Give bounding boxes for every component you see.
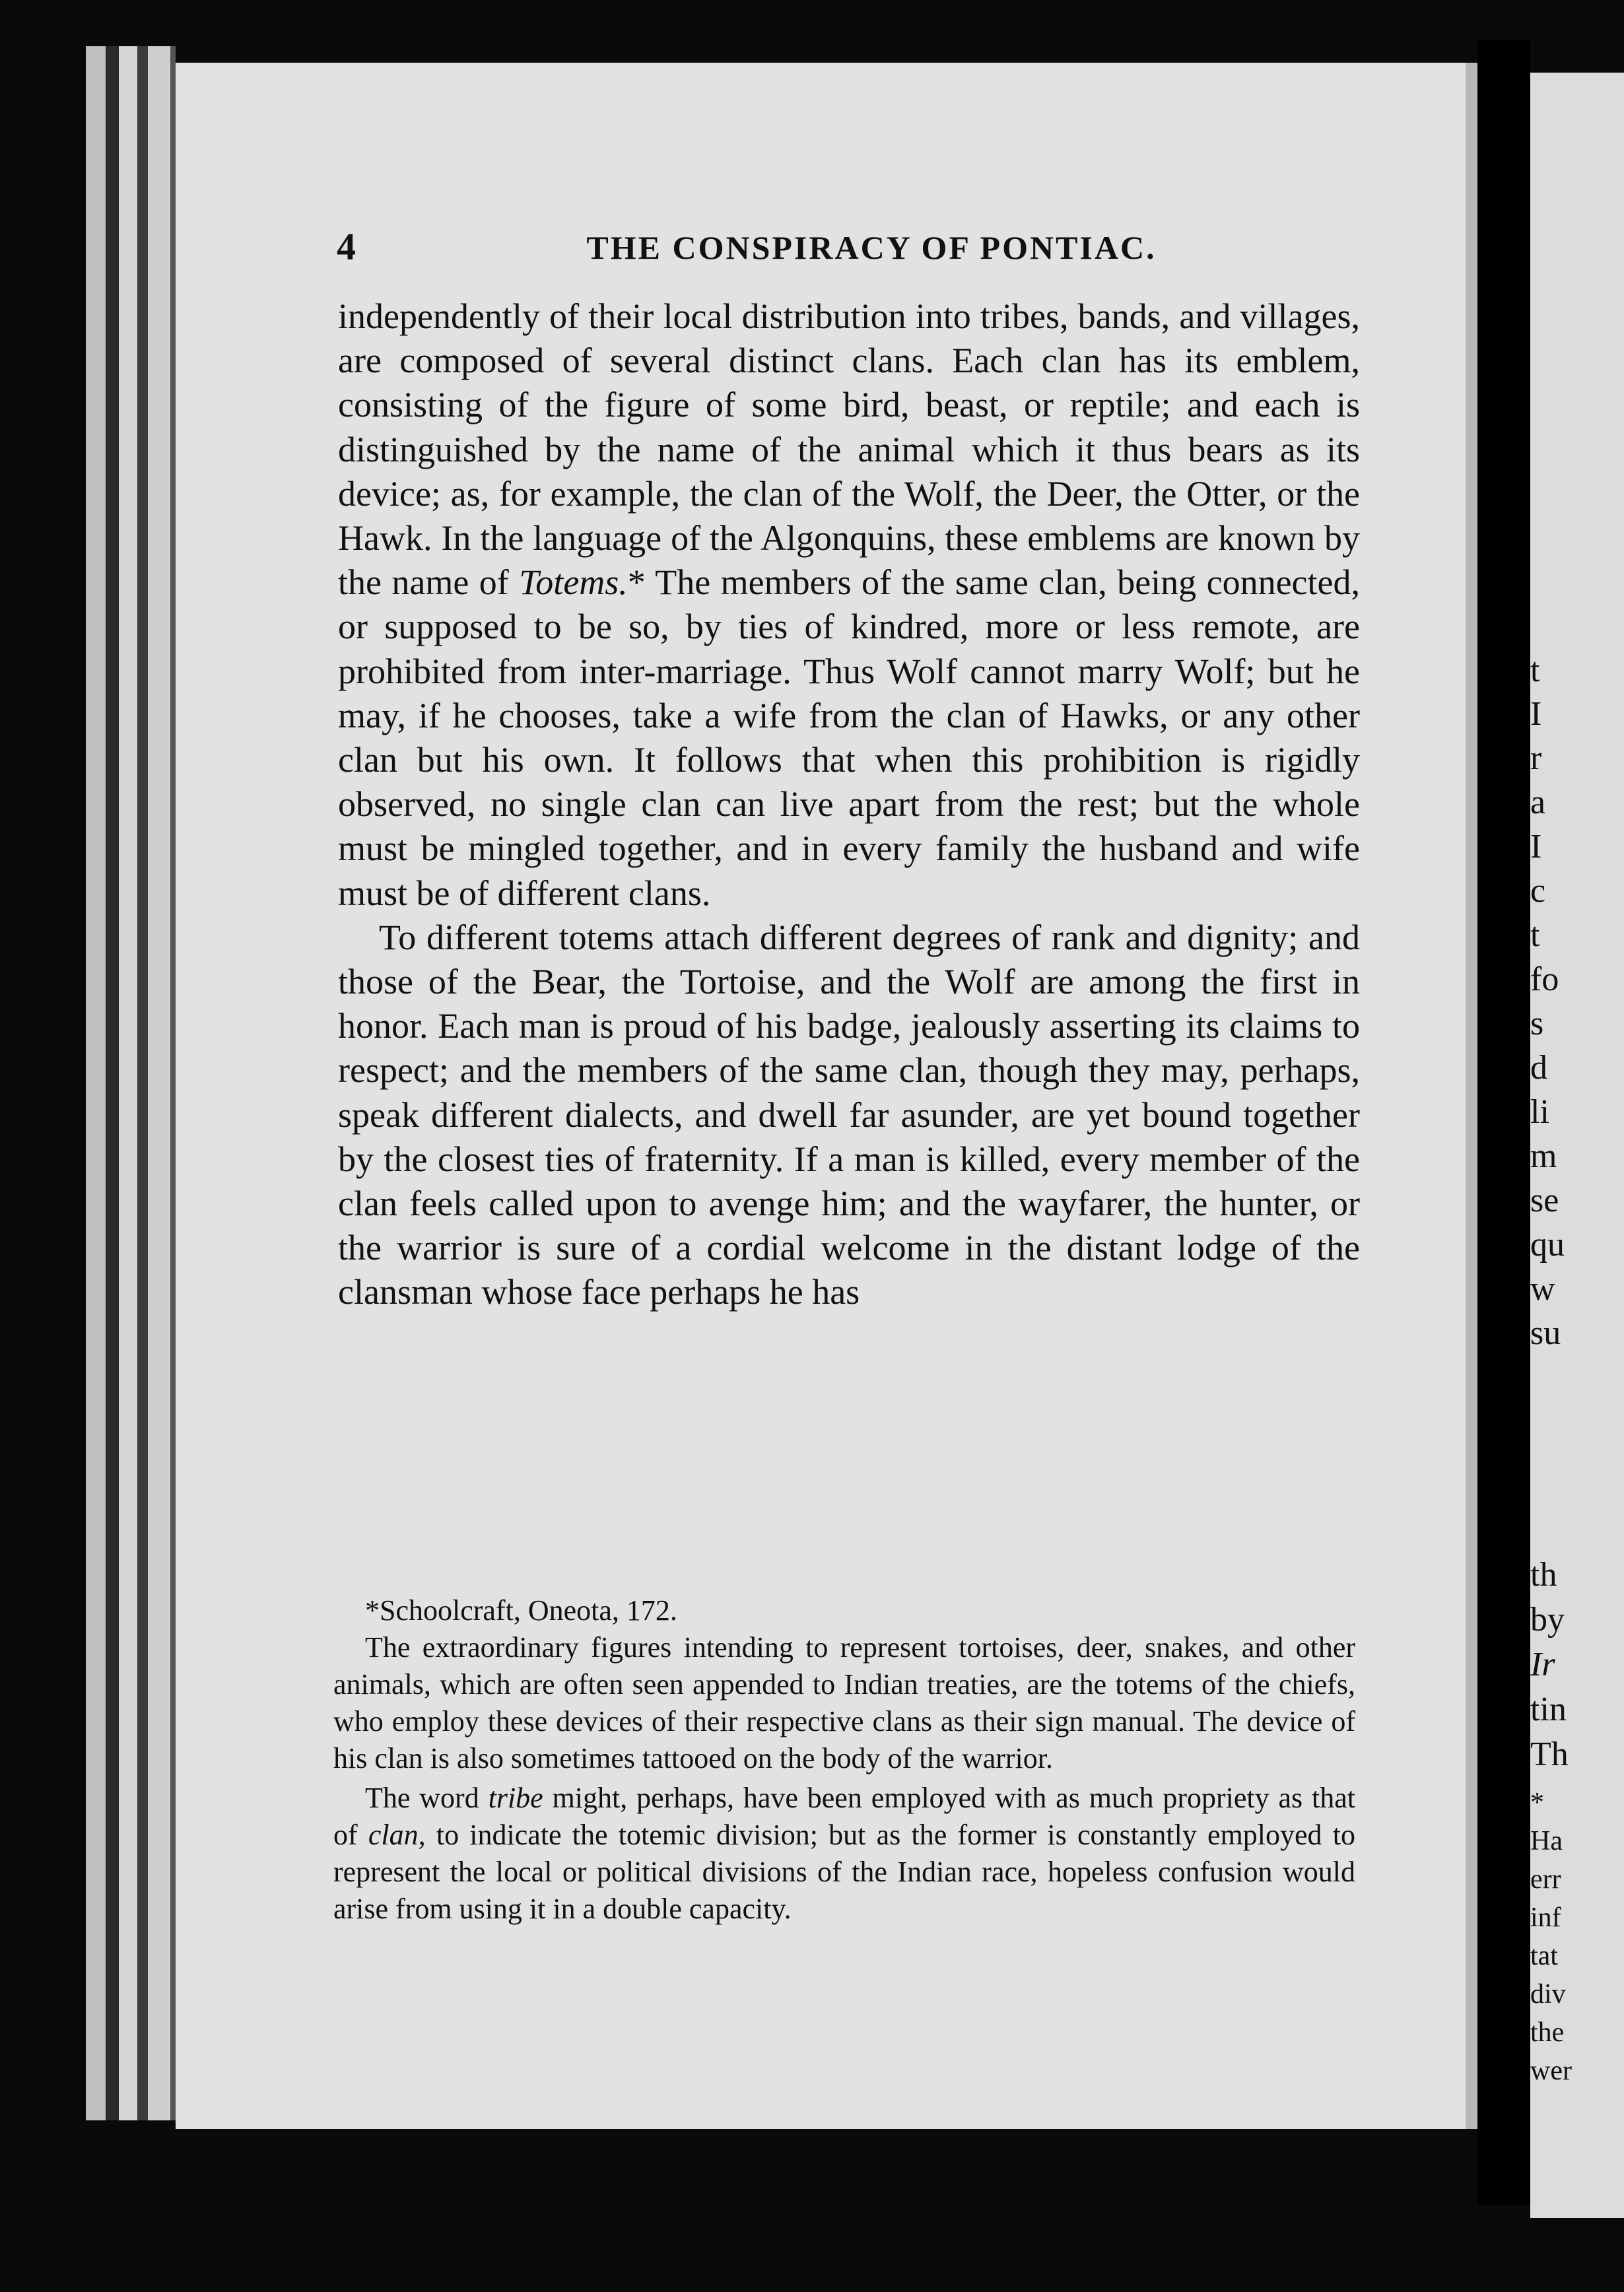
fragment: by — [1530, 1601, 1565, 1638]
paragraph — [338, 294, 1360, 916]
text-run: to indicate the totemic division; but as the former is constantly employed to represent the local or political divisions of the Indian race, hopeless confusion would arise from using it in a double capacity. — [333, 1819, 1355, 1925]
running-title: THE CONSPIRACY OF PONTIAC. — [586, 229, 1157, 266]
fragment: d — [1530, 1049, 1547, 1087]
page-edge — [148, 46, 170, 2120]
fragment: I — [1530, 695, 1542, 733]
fragment: fo — [1530, 961, 1559, 998]
fragment: * — [1530, 1788, 1544, 1818]
paragraph: To different totems attach different degrees of rank and dignity; and those of the Bear, the Tortoise, and the Wolf are among the first in honor. Each man is proud of his badge, jealously asserting its claims to respect; and the members of the same clan, though they may, perhaps, speak different dialects, and dwell far asunder, are yet bound together by the closest ties of fraternity. If a man is killed, every member of the clan feels called upon to avenge him; and the wayfarer, the hunter, or the warrior is sure of a cordial welcome in the distant lodge of the clansman whose face perhaps he has — [338, 917, 1360, 1312]
fragment: se — [1530, 1182, 1559, 1219]
fragment: t — [1530, 652, 1540, 689]
fragment: t — [1530, 916, 1540, 954]
fragment: r — [1530, 739, 1542, 777]
page-edge — [86, 46, 106, 2120]
fragment: w — [1530, 1270, 1555, 1308]
page-edge — [137, 46, 148, 2120]
fragment: tat — [1530, 1941, 1558, 1971]
fragment: wer — [1530, 2056, 1572, 2086]
text-run: might, perhaps, have been employed with as much propriety as that of — [333, 1782, 1355, 1851]
page-edge — [119, 46, 137, 2120]
text-run: * The members of the same clan, being connected, or supposed to be so, by ties of kindred, more or less remote, are prohibited from inter-marriage. Thus Wolf cannot marry Wolf; but he may, if he chooses, take a wife from the clan of Hawks, or any other clan but his own. It follows that when this prohibition is rigidly observed, no single clan can live apart from the rest; but the whole must be mingled together, and in every family the husband and wife must be of different clans. — [338, 562, 1360, 913]
footnote-citation: *Schoolcraft, Oneota, 172. — [365, 1594, 677, 1627]
fragment: su — [1530, 1314, 1561, 1352]
fragment: a — [1530, 784, 1546, 821]
italic-term: clan, — [368, 1819, 426, 1851]
adjacent-page — [1530, 73, 1624, 2218]
fragment: Th — [1530, 1736, 1569, 1773]
page-header — [337, 224, 1360, 271]
text-run: The word — [365, 1782, 489, 1814]
footnote: The extraordinary figures intending to represent tortoises, deer, snakes, and other animals, which are often seen appended to Indian treaties, are the totems of the chiefs, who employ these devices of their respective clans as their sign manual. The device of his clan is also sometimes tattooed on the body of the warrior. — [333, 1631, 1355, 1774]
body-text — [338, 294, 1360, 1315]
fragment: err — [1530, 1864, 1561, 1895]
fragment: inf — [1530, 1903, 1561, 1933]
fragment: c — [1530, 872, 1546, 910]
text-run: independently of their local distribution into tribes, bands, and villages, are composed of several distinct clans. Each clan has its emblem, consisting of the figure of some bird, beast, or reptile; and each is distinguished by the name of the animal which it thus bears as its device; as, for example, the clan of the Wolf, the Deer, the Otter, or the Hawk. In the language of the Algonquins, these emblems are known by the name of — [338, 296, 1360, 603]
fragment: the — [1530, 2017, 1565, 2048]
fragment: I — [1530, 828, 1542, 865]
book-gutter — [1477, 40, 1530, 2205]
italic-term: Totems. — [519, 562, 628, 603]
page-edge — [106, 46, 119, 2120]
fragment: tin — [1530, 1691, 1567, 1728]
page-number: 4 — [337, 225, 356, 268]
fragment: qu — [1530, 1226, 1565, 1264]
fragment: m — [1530, 1137, 1557, 1175]
italic-term: tribe — [488, 1782, 543, 1814]
fragment: div — [1530, 1979, 1566, 2009]
fragment: th — [1530, 1556, 1557, 1594]
footnote — [333, 1780, 1355, 1928]
page-edge — [170, 46, 176, 2120]
fragment: s — [1530, 1005, 1544, 1042]
footnotes — [333, 1592, 1355, 1928]
fragment: li — [1530, 1093, 1549, 1131]
fragment: Ha — [1530, 1826, 1563, 1856]
fragment: Ir — [1530, 1646, 1555, 1683]
